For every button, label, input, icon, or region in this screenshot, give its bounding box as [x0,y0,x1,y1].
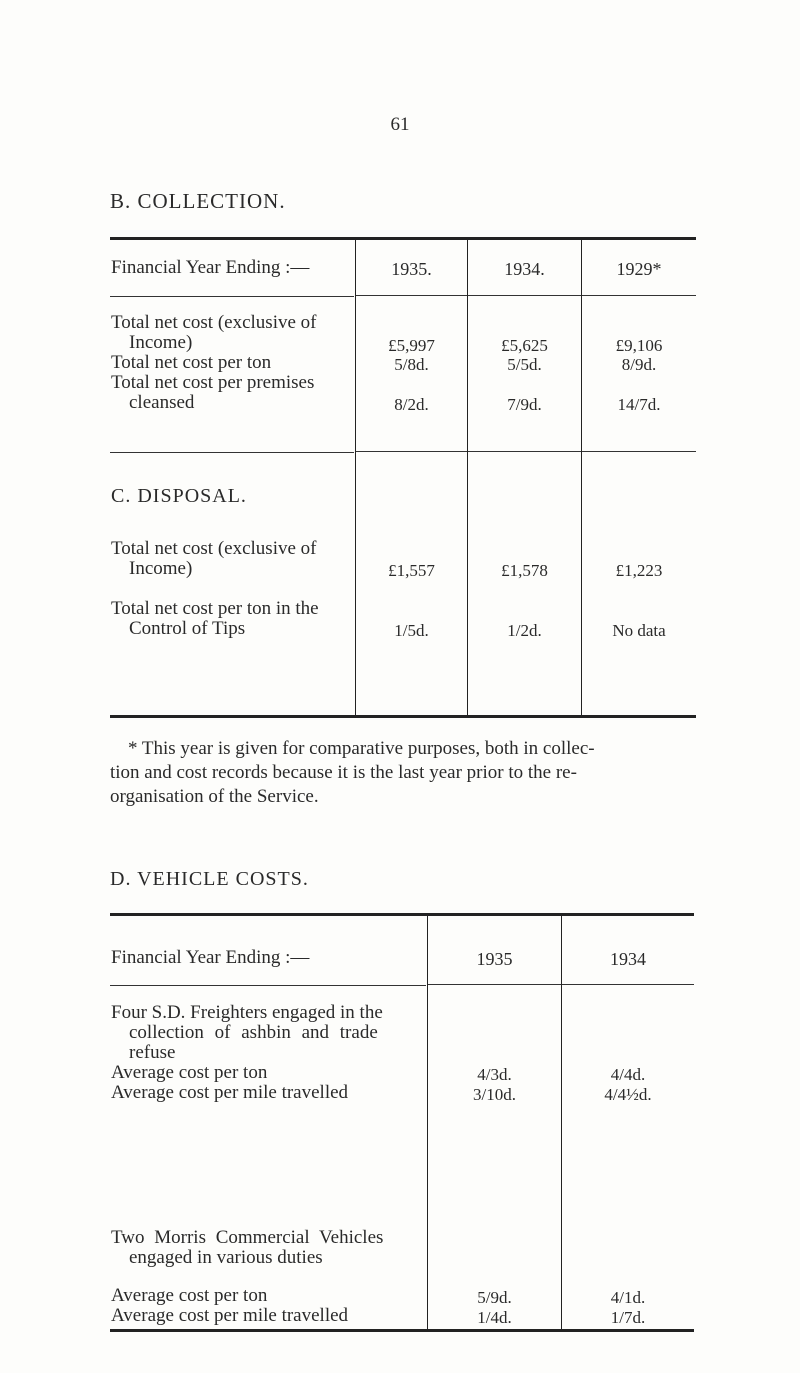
table1-header-rule-values [356,295,696,296]
group1-row2-value-1935: 3/10d. [473,1085,516,1104]
group1-row2-value-1934: 4/4½d. [604,1085,652,1104]
row-b3-label-line1: Total net cost per premises [111,372,315,393]
group1-desc-line1: Four S.D. Freighters engaged in the [111,1002,383,1023]
table2-col-divider-2 [561,915,562,1329]
group2-desc-line1: Two Morris Commercial Vehicles [111,1227,384,1248]
group1-row1-value-1935: 4/3d. [477,1065,512,1084]
footnote-line-1: * This year is given for comparative purposes, both in collec- [128,738,595,759]
row-b1-value-1934: £5,625 [501,336,548,355]
row-c1-label-line2: Income) [129,558,193,579]
group2-row1-value-1935: 5/9d. [477,1288,512,1307]
table2-header-year-1934: 1934 [610,949,646,969]
table1-bottom-rule [110,715,696,718]
row-b3-value-1929: 14/7d. [617,395,661,414]
row-b2-value-1934: 5/5d. [507,355,542,374]
table2-top-rule [110,913,694,916]
row-b1-value-1935: £5,997 [388,336,435,355]
row-b2-value-1935: 5/8d. [394,355,429,374]
group2-row2-label: Average cost per mile travelled [111,1305,349,1326]
section-b-title: B. COLLECTION. [110,189,286,213]
group2-row2-value-1935: 1/4d. [477,1308,512,1327]
row-c2-label-line2: Control of Tips [129,618,246,639]
row-b3-label-line2: cleansed [129,392,195,413]
section-d-title: D. VEHICLE COSTS. [110,868,309,890]
table2-col-divider-1 [427,915,428,1329]
table1-col-divider-1 [355,239,356,715]
table1-col-divider-2 [467,239,468,715]
table1-header-year-1934: 1934. [504,259,545,279]
group1-row1-label: Average cost per ton [111,1062,268,1083]
row-b1-label-line2: Income) [129,332,193,353]
group1-row2-label: Average cost per mile travelled [111,1082,349,1103]
footnote-line-2: tion and cost records because it is the last year prior to the re- [110,762,577,783]
row-c2-value-1929: No data [612,621,666,640]
table1-mid-rule-label [110,452,354,453]
row-b2-value-1929: 8/9d. [621,355,657,374]
row-c1-value-1935: £1,557 [388,561,435,580]
row-b3-value-1934: 7/9d. [507,395,542,414]
table1-header-year-1935: 1935. [391,259,432,279]
row-b2-label: Total net cost per ton [111,352,272,373]
table1-header-year-1929: 1929* [616,259,662,279]
row-c1-label-line1: Total net cost (exclusive of [111,538,317,559]
row-c1-value-1929: £1,223 [615,561,663,580]
table2-header-year-1935: 1935 [476,949,513,969]
row-c2-value-1934: 1/2d. [507,621,542,640]
group2-desc-line2: engaged in various duties [129,1247,323,1268]
table2-bottom-rule [110,1329,694,1332]
group1-row1-value-1934: 4/4d. [610,1065,646,1084]
section-c-title: C. DISPOSAL. [111,485,247,507]
group1-desc-line2: collection of ashbin and trade [129,1022,378,1043]
row-b3-value-1935: 8/2d. [394,395,429,414]
group2-row1-value-1934: 4/1d. [610,1288,646,1307]
table1-mid-rule-values [356,451,696,452]
row-b1-value-1929: £9,106 [615,336,663,355]
table2-header-label: Financial Year Ending :— [111,947,310,968]
group2-row1-label: Average cost per ton [111,1285,268,1306]
table1-col-divider-3 [581,239,582,715]
table1-header-rule-label [110,296,354,297]
row-c2-label-line1: Total net cost per ton in the [111,598,319,619]
row-b1-label-line1: Total net cost (exclusive of [111,312,317,333]
row-c2-value-1935: 1/5d. [394,621,429,640]
row-c1-value-1934: £1,578 [501,561,548,580]
page-number: 61 [390,114,410,135]
group1-desc-line3: refuse [129,1042,176,1063]
footnote-line-3: organisation of the Service. [110,786,319,807]
table2-header-rule-label [110,985,426,986]
table1-top-rule [110,237,696,240]
table1-header-label: Financial Year Ending :— [111,257,310,278]
group2-row2-value-1934: 1/7d. [610,1308,646,1327]
